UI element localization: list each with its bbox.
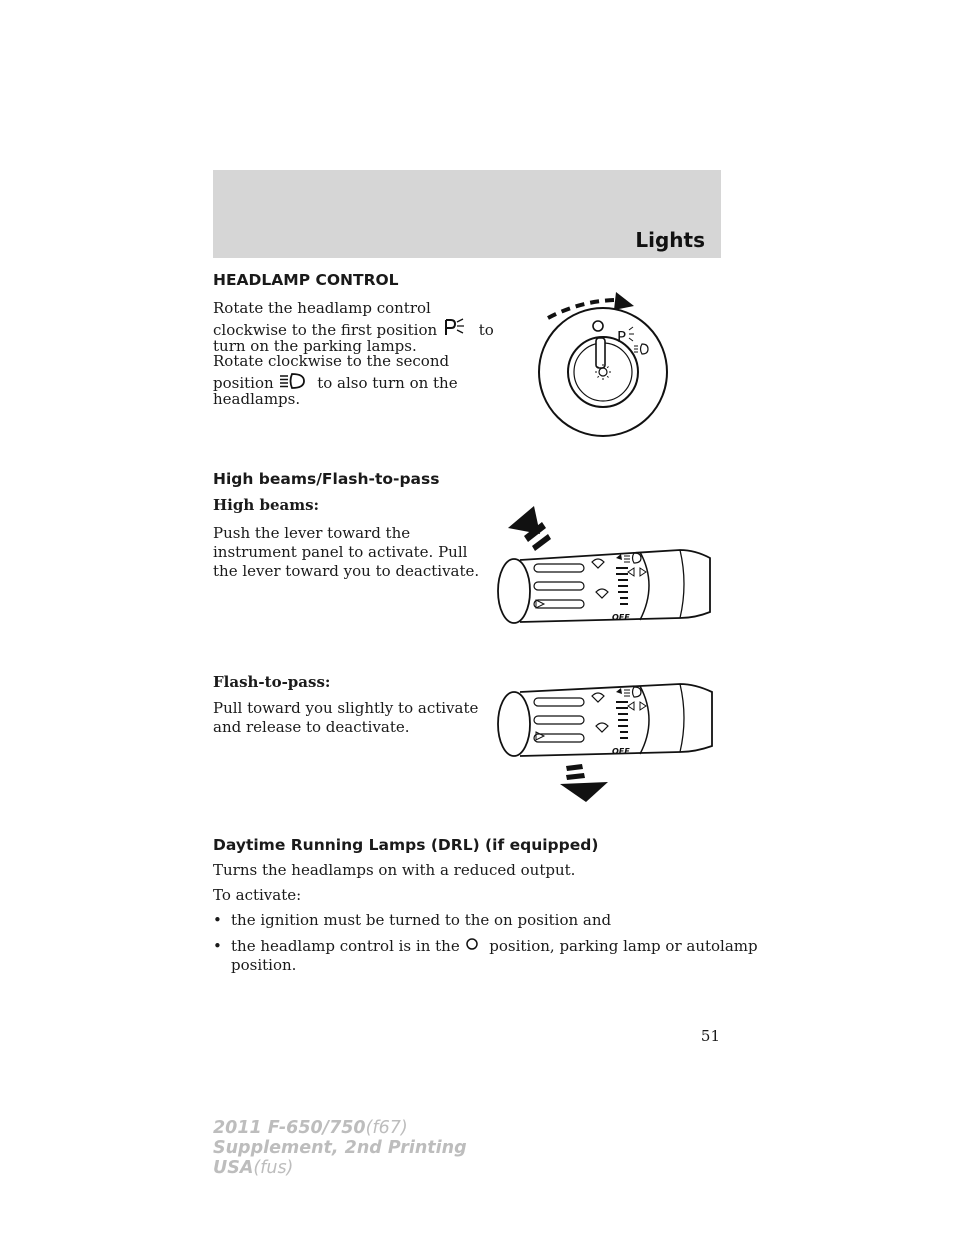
footer-market-code: (fus) bbox=[253, 1158, 294, 1178]
headlamp-heading: HEADLAMP CONTROL bbox=[213, 271, 399, 289]
footer-line-3 bbox=[213, 1158, 293, 1178]
drl-bullet-2c: position. bbox=[231, 956, 297, 974]
high-beams-line2: instrument panel to activate. Pull bbox=[213, 543, 468, 561]
footer-line-2: Supplement, 2nd Printing bbox=[213, 1138, 467, 1158]
headlamp-p2-line1: Rotate clockwise to the second bbox=[213, 352, 450, 370]
headlamp-p1-line3: turn on the parking lamps. bbox=[213, 337, 417, 355]
section-title: Lights bbox=[635, 228, 705, 252]
flash-to-pass-subheading: Flash-to-pass: bbox=[213, 673, 331, 691]
push-arrow-icon bbox=[508, 506, 551, 551]
drl-bullet-2b: position, parking lamp or autolamp bbox=[489, 937, 758, 955]
headlamp-p1-line1: Rotate the headlamp control bbox=[213, 299, 431, 317]
headlamp-p1-line2b: to bbox=[478, 321, 494, 339]
footer-code: (f67) bbox=[365, 1118, 408, 1138]
drl-bullet-1: the ignition must be turned to the on position and bbox=[231, 911, 612, 929]
headlamp-p2-line2b: to also turn on the bbox=[317, 374, 458, 392]
drl-bullet-2-marker: • bbox=[213, 937, 222, 955]
footer-line-1 bbox=[213, 1118, 408, 1138]
flash-to-pass-line2: and release to deactivate. bbox=[213, 718, 410, 736]
off-position-icon bbox=[464, 938, 480, 959]
drl-bullet-1-marker: • bbox=[213, 911, 222, 929]
high-beams-line3: the lever toward you to deactivate. bbox=[213, 562, 480, 580]
headlamp-p1-line2a: clockwise to the first position bbox=[213, 321, 438, 339]
drl-p1: Turns the headlamps on with a reduced output. bbox=[213, 861, 576, 879]
high-beams-line1: Push the lever toward the bbox=[213, 524, 411, 542]
drl-p2: To activate: bbox=[213, 886, 302, 904]
section-tab bbox=[213, 170, 721, 258]
page-number: 51 bbox=[700, 1027, 720, 1045]
high-beams-heading: High beams/Flash-to-pass bbox=[213, 470, 440, 488]
footer-model: 2011 F-650/750 bbox=[213, 1118, 366, 1138]
lever-off-label-2: OFF bbox=[612, 747, 630, 756]
dial-parking-label: P bbox=[617, 328, 627, 346]
flash-to-pass-line1: Pull toward you slightly to activate bbox=[213, 699, 479, 717]
drl-bullet-2 bbox=[231, 937, 758, 959]
lever-pull-illustration bbox=[490, 680, 720, 809]
lever-off-label: OFF bbox=[612, 613, 630, 622]
headlamp-p2-line3: headlamps. bbox=[213, 390, 301, 408]
parking-lamp-icon bbox=[442, 318, 468, 343]
headlamp-control-dial-illustration bbox=[530, 280, 680, 454]
footer-market: USA bbox=[213, 1158, 254, 1178]
drl-heading: Daytime Running Lamps (DRL) (if equipped) bbox=[213, 836, 599, 854]
high-beams-subheading: High beams: bbox=[213, 496, 320, 514]
headlamp-p2-line2a: position bbox=[213, 374, 274, 392]
lever-push-illustration bbox=[490, 500, 720, 664]
pull-arrow-icon bbox=[560, 764, 608, 802]
drl-bullet-2a: the headlamp control is in the bbox=[231, 937, 460, 955]
